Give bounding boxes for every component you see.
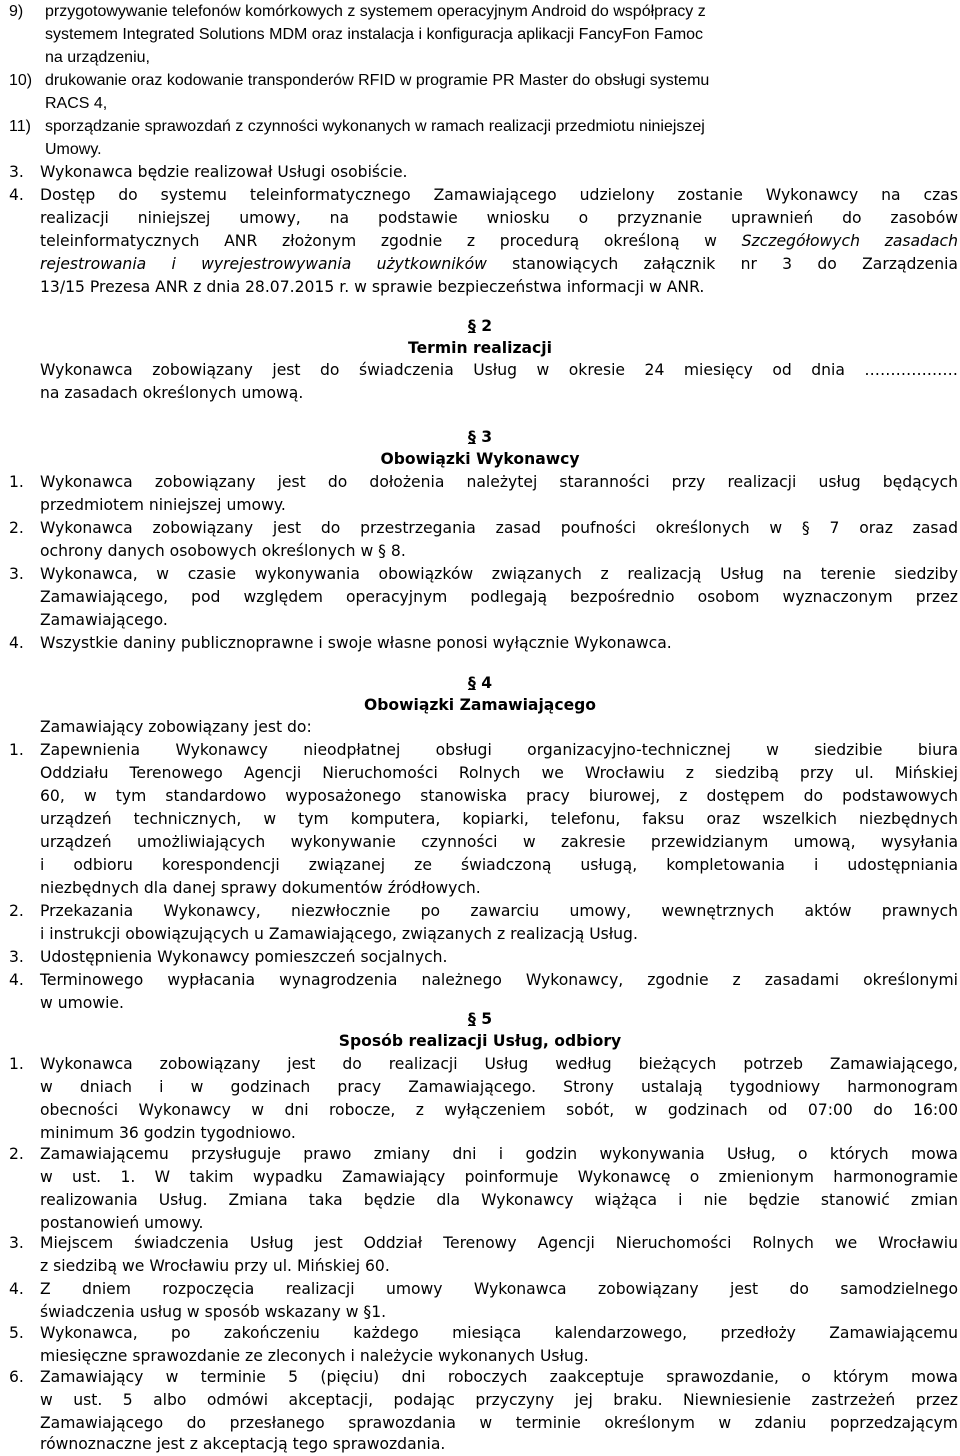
list-item-text: Zapewnienia Wykonawcy nieodpłatnej obsługi organizacyjno-technicznej w siedzibie biura <box>40 741 958 759</box>
list-item-text: postanowień umowy. <box>40 1214 204 1232</box>
list-item-text: 13/15 Prezesa ANR z dnia 28.07.2015 r. w sprawie bezpieczeństwa informacji w ANR. <box>40 278 705 296</box>
list-item-text: drukowanie oraz kodowanie transponderów RFID w programie PR Master do obsługi systemu <box>45 72 710 89</box>
list-item-text: RACS 4, <box>45 95 108 112</box>
list-item-text: i instrukcji obowiązujących u Zamawiającego, związanych z realizacją Usług. <box>40 925 638 943</box>
section-title: Sposób realizacji Usług, odbiory <box>338 1032 622 1050</box>
section-number <box>0 315 960 338</box>
text-run: teleinformatycznych ANR złożonym zgodnie z procedurą określoną w <box>40 232 717 250</box>
list-item-text: miesięczne sprawozdanie ze zleconych i należycie wykonanych Usług. <box>40 1347 589 1365</box>
list-item-text: przygotowywanie telefonów komórkowych z systemem operacyjnym Android do współpracy z <box>45 3 706 20</box>
list-item-text: i odbioru korespondencji związanej ze świadczoną usługą, kompletowania i udostępniania <box>40 856 958 874</box>
paragraph-line: na zasadach określonych umową. <box>40 384 304 402</box>
list-item-number: 1. <box>9 1055 24 1073</box>
section-title: Obowiązki Wykonawcy <box>380 450 580 468</box>
list-item-text: Umowy. <box>45 141 102 158</box>
list-item-number: 1. <box>9 741 24 759</box>
list-item-text: na urządzeniu, <box>45 49 150 66</box>
list-item-text: Wykonawca zobowiązany jest do realizacji Usług według bieżących potrzeb Zamawiającego, <box>40 1055 958 1073</box>
list-item-text: z siedzibą we Wrocławiu przy ul. Mińskiej 60. <box>40 1257 390 1275</box>
section-number-value: 2 <box>481 317 493 335</box>
italic-title-part-a: Szczegółowych zasadach <box>741 232 958 250</box>
list-item-text: w ust. 5 albo odmówi akceptacji, podając przyczyny jej braku. Niewniesienie zastrzeżeń przez <box>40 1391 958 1409</box>
list-item-number: 2. <box>9 1145 24 1163</box>
list-item-text: realizacji niniejszej umowy, na podstawie wniosku o przyznanie uprawnień do zasobów <box>40 209 958 227</box>
section-number-value: 5 <box>481 1010 493 1028</box>
list-item-text: obecności Wykonawcy w dni robocze, z wyłączeniem sobót, w godzinach od 07:00 do 16:00 <box>40 1101 958 1119</box>
list-item-text: minimum 36 godzin tygodniowo. <box>40 1124 296 1142</box>
list-item-text: 60, w tym standardowo wyposażonego stanowiska pracy biurowej, z dostępem do podstawowych <box>40 787 958 805</box>
list-item-number: 4. <box>9 1280 24 1298</box>
list-item-text: urządzeń umożliwiających wykonywanie czynności w zakresie przewidzianym umową, wysyłania <box>40 833 958 851</box>
section-number <box>0 1008 960 1031</box>
list-item-number: 9) <box>9 3 24 20</box>
list-item-text: Terminowego wypłacania wynagrodzenia należnego Wykonawcy, zgodnie z zasadami określonymi <box>40 971 958 989</box>
list-item-text: Zamawiający w terminie 5 (pięciu) dni roboczych zaakceptuje sprawozdanie, o którym mowa <box>40 1368 958 1386</box>
list-item-text: urządzeń technicznych, w tym komputera, kopiarki, telefonu, faksu oraz wszelkich niezbędnych <box>40 810 958 828</box>
section-sign: § <box>467 317 476 335</box>
list-item-text: Wykonawca, po zakończeniu każdego miesiąca kalendarzowego, przedłoży Zamawiającemu <box>40 1324 958 1342</box>
list-item-number: 11) <box>9 118 31 135</box>
list-item-text: Zamawiającego do przesłanego sprawozdania w terminie określonym w zdaniu poprzedzającym <box>40 1414 958 1432</box>
list-item-text: ochrony danych osobowych określonych w § 8. <box>40 542 406 560</box>
section-number <box>0 426 960 449</box>
list-item-number: 1. <box>9 473 24 491</box>
list-item-text: w dniach i w godzinach pracy Zamawiającego. Strony ustalają tygodniowy harmonogram <box>40 1078 958 1096</box>
list-item-text: Miejscem świadczenia Usług jest Oddział Terenowy Agencji Nieruchomości Rolnych we Wrocławiu <box>40 1234 958 1252</box>
list-item-number: 6. <box>9 1368 24 1386</box>
section-sign: § <box>467 1010 476 1028</box>
list-item-text: Wykonawca zobowiązany jest do dołożenia należytej staranności przy realizacji usług będących <box>40 473 958 491</box>
section-number-value: 3 <box>481 428 493 446</box>
list-item-number: 5. <box>9 1324 24 1342</box>
list-item-number: 4. <box>9 971 24 989</box>
list-item-text: Z dniem rozpoczęcia realizacji umowy Wykonawca zobowiązany jest do samodzielnego <box>40 1280 958 1298</box>
list-item-text: równoznaczne jest z akceptacją tego sprawozdania. <box>40 1435 446 1453</box>
list-item-text: Wykonawca zobowiązany jest do przestrzegania zasad poufności określonych w § 7 oraz zasad <box>40 519 958 537</box>
list-item-text: Zamawiającemu przysługuje prawo zmiany dni i godzin wykonywania Usług, o których mowa <box>40 1145 958 1163</box>
list-item-text: sporządzanie sprawozdań z czynności wykonanych w ramach realizacji przedmiotu niniejszej <box>45 118 705 135</box>
section-number-value: 4 <box>481 674 493 692</box>
section-title: Termin realizacji <box>408 339 552 357</box>
list-item-number: 3. <box>9 1234 24 1252</box>
section-intro: Zamawiający zobowiązany jest do: <box>40 718 312 736</box>
list-item-text: realizowania Usług. Zmiana taka będzie dla Wykonawcy wiążąca i nie będzie stanowić zmian <box>40 1191 958 1209</box>
section-title: Obowiązki Zamawiającego <box>363 696 597 714</box>
list-item-text: przedmiotem niniejszej umowy. <box>40 496 286 514</box>
list-item-text: Wykonawca będzie realizował Usługi osobiście. <box>40 163 408 181</box>
list-item-text: w umowie. <box>40 994 124 1012</box>
list-item-text-with-italic <box>40 230 958 253</box>
list-item-text: Dostęp do systemu teleinformatycznego Zamawiającego udzielony zostanie Wykonawcy na czas <box>40 186 958 204</box>
list-item-text: Oddziału Terenowego Agencji Nieruchomości Rolnych we Wrocławiu z siedzibą przy ul. Mińskiej <box>40 764 958 782</box>
list-item-number: 3. <box>9 948 24 966</box>
list-item-text: Zamawiającego. <box>40 611 168 629</box>
list-item-number: 10) <box>9 72 33 89</box>
section-number <box>0 672 960 695</box>
list-item-text: systemem Integrated Solutions MDM oraz instalacja i konfiguracja aplikacji FancyFon Famoc <box>45 26 704 43</box>
paragraph-line: Wykonawca zobowiązany jest do świadczenia Usług w okresie 24 miesięcy od dnia ……………… <box>40 361 958 379</box>
list-item-text: w ust. 1. W takim wypadku Zamawiający poinformuje Wykonawcę o zmienionym harmonogramie <box>40 1168 958 1186</box>
list-item-number: 4. <box>9 634 24 652</box>
list-item-number: 2. <box>9 519 24 537</box>
list-item-text: niezbędnych dla danej sprawy dokumentów źródłowych. <box>40 879 481 897</box>
section-sign: § <box>467 428 476 446</box>
list-item-number: 3. <box>9 565 24 583</box>
italic-title-part-b: rejestrowania i wyrejestrowywania użytkowników <box>40 255 487 273</box>
list-item-number: 2. <box>9 902 24 920</box>
text-run: stanowiących załącznik nr 3 do Zarządzenia <box>512 255 958 273</box>
list-item-text: Wykonawca, w czasie wykonywania obowiązków związanych z realizacją Usług na terenie siedziby <box>40 565 958 583</box>
list-item-text-with-italic <box>40 253 958 276</box>
list-item-text: świadczenia usług w sposób wskazany w §1. <box>40 1303 387 1321</box>
list-item-text: Udostępnienia Wykonawcy pomieszczeń socjalnych. <box>40 948 448 966</box>
list-item-number: 3. <box>9 163 24 181</box>
list-item-text: Zamawiającego, pod względem operacyjnym podlegają bezpośrednio osobom wyznaczonym przez <box>40 588 958 606</box>
list-item-text: Przekazania Wykonawcy, niezwłocznie po zawarciu umowy, wewnętrznych aktów prawnych <box>40 902 958 920</box>
section-sign: § <box>467 674 476 692</box>
list-item-number: 4. <box>9 186 24 204</box>
list-item-text: Wszystkie daniny publicznoprawne i swoje własne ponosi wyłącznie Wykonawca. <box>40 634 672 652</box>
